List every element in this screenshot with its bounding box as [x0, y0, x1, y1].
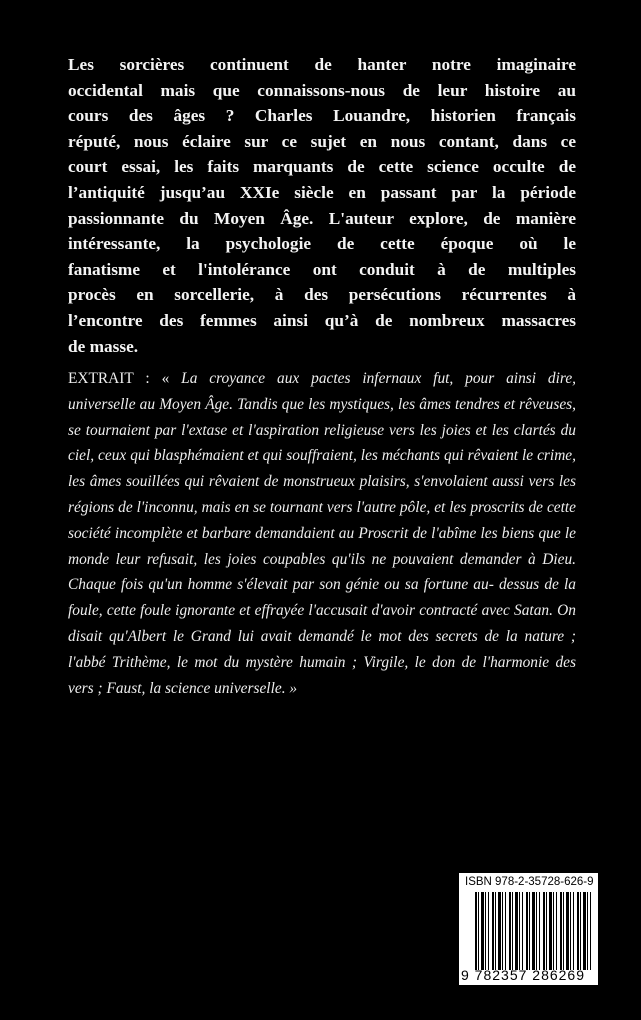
blurb-line: procès en sorcellerie, à des persécutions récurrentes à	[68, 285, 576, 305]
blurb-line: réputé, nous éclaire sur ce sujet en nous contant, dans ce	[68, 131, 576, 151]
extract-label: EXTRAIT : «	[68, 370, 170, 387]
barcode-digits: 9 782357 286269	[461, 967, 585, 983]
blurb-line: l’antiquité jusqu’au XXIe siècle en passant par la période	[68, 182, 576, 202]
extract-line: Chaque fois qu'un homme s'élevait par son génie ou sa fortune au- dessus de la	[68, 576, 576, 594]
back-cover-blurb	[68, 52, 576, 359]
blurb-line: Les sorcières continuent de hanter notre imaginaire	[68, 55, 576, 74]
extract-line: régions de l'inconnu, mais en se tournant vers l'autre pôle, et les proscrits de cette	[68, 498, 576, 516]
extract-line: foule, cette foule ignorante et effrayée l'accusait d'avoir contracté avec Satan. On	[68, 602, 576, 620]
extract-line: se tournaient par l'extase et l'aspiration religieuse vers les joies et les clartés du	[68, 421, 576, 439]
blurb-line: l’encontre des femmes ainsi qu’à de nombreux massacres	[68, 310, 576, 330]
extract-line: disait qu'Albert le Grand lui avait demandé le mot des secrets de la nature ;	[68, 627, 576, 645]
extract-line: ciel, ceux qui blasphémaient et qui souffraient, les méchants qui rêvaient le crime,	[68, 447, 576, 465]
blurb-line: occidental mais que connaissons-nous de leur histoire au	[68, 80, 576, 100]
extract-line-text: La croyance aux pactes infernaux fut, pour ainsi dire,	[181, 370, 576, 387]
extract-line: universelle au Moyen Âge. Tandis que les mystiques, les âmes tendres et rêveuses,	[68, 395, 576, 413]
extract-line: l'abbé Trithème, le mot du mystère humain ; Virgile, le don de l'harmonie des	[68, 653, 576, 671]
blurb-line: cours des âges ? Charles Louandre, historien français	[68, 106, 576, 126]
extract-line	[68, 366, 576, 392]
extract-line: vers ; Faust, la science universelle. »	[68, 679, 298, 697]
book-extract	[68, 366, 576, 701]
blurb-line: intéressante, la psychologie de cette époque où le	[68, 234, 576, 254]
blurb-line: fanatisme et l'intolérance ont conduit à de multiples	[68, 259, 576, 279]
extract-line: les âmes souillées qui rêvaient de monstrueux plaisirs, s'envolaient aussi vers les	[68, 473, 576, 491]
extract-line: société incomplète et barbare demandaient au Proscrit de l'abîme les biens que le	[68, 524, 576, 542]
isbn-label: ISBN 978-2-35728-626-9	[465, 876, 594, 888]
blurb-line: passionnante du Moyen Âge. L'auteur explore, de manière	[68, 208, 576, 228]
extract-line: monde leur refusait, les joies coupables qu'ils ne pouvaient demander à Dieu.	[68, 550, 576, 568]
isbn-barcode	[459, 873, 598, 985]
barcode-bars	[475, 892, 592, 970]
blurb-line: de masse.	[68, 336, 139, 356]
blurb-line: court essai, les faits marquants de cette science occulte de	[68, 157, 576, 177]
